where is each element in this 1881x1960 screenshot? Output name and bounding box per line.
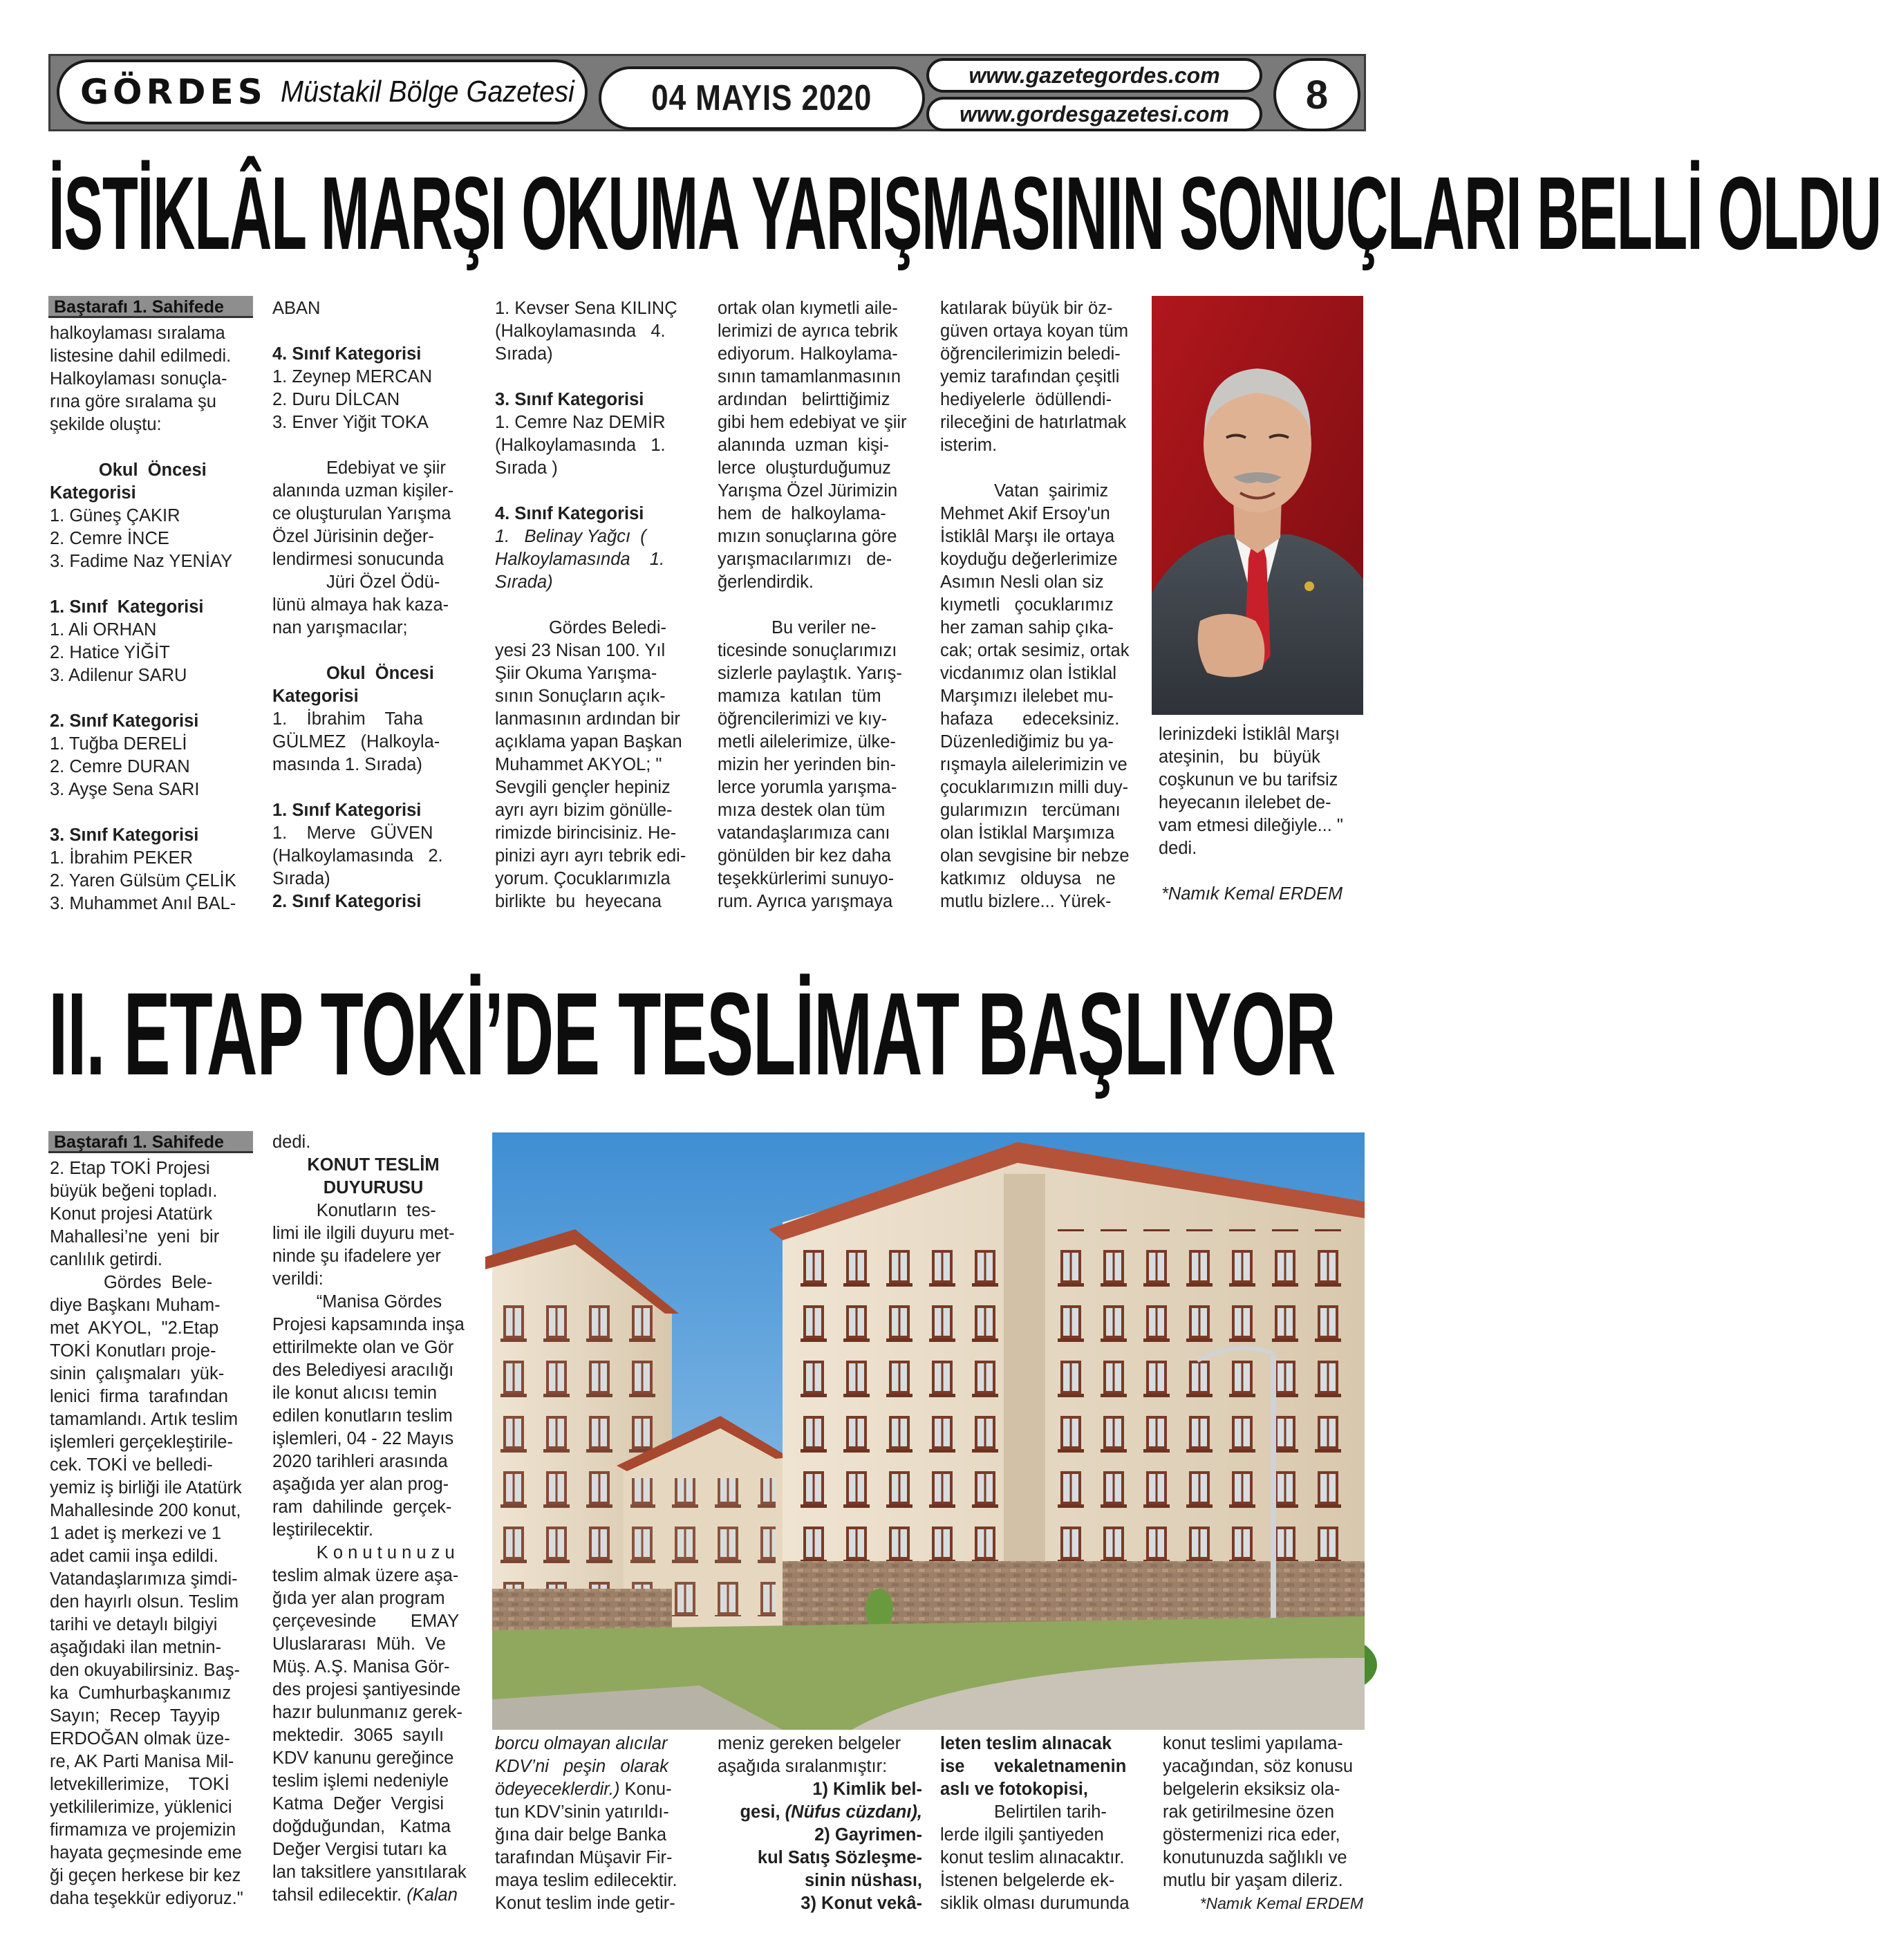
- issue-date: 04 MAYIS 2020: [651, 78, 872, 118]
- winner-list: 1. İbrahim PEKER 2. Yaren Gülsüm ÇELİK 3. Muhammet Anıl BAL-: [50, 848, 236, 913]
- body-text: konut teslimi yapılama- yacağından, söz konusu belgelerin eksiksiz ola- rak getirilmesine özen göstermenizi rica eder, konutunuzda sağlıklı ve mutlu bir yaşam dileriz.: [1163, 1734, 1354, 1890]
- category-heading: 2. Sınıf Kategorisi: [50, 711, 199, 731]
- body-text: ABAN: [272, 299, 321, 318]
- body-text: Belirtilen tarih- lerde ilgili şantiyeden konut teslim alınacaktır. İstenen belgelerde ek- siklik olması durumunda: [940, 1802, 1130, 1913]
- website-link-2[interactable]: www.gordesgazetesi.com: [959, 101, 1230, 127]
- winner-list: 1. Merve GÜVEN (Halkoylamasında 2. Sırada): [272, 823, 443, 888]
- winner-list: 1. Belinay Yağcı ( Halkoylamasında 1. Sırada): [495, 527, 665, 592]
- category-heading: 4. Sınıf Kategorisi: [495, 504, 644, 523]
- article1-headline: İSTİKLÂL MARŞI OKUMA YARIŞMASININ SONUÇLARI BELLİ OLDU: [48, 155, 1881, 271]
- category-heading: 4. Sınıf Kategorisi: [272, 344, 422, 364]
- document-item-1: [718, 1778, 922, 1824]
- toki-buildings-photo: [492, 1132, 1365, 1730]
- body-text: Gördes Beledi- yesi 23 Nisan 100. Yıl Şiir Okuma Yarışma- sının Sonuçların açık- lanmasının ardından bir açıklama yapan Başkan Muhammet AKYOL; " Sevgili gençler hepiniz ayrı ayrı bizim gönülle- rimizde birincisiniz. He- pinizi ayrı ayrı tebrik edi- yorum. Çocuklarımızla birlikte bu heyecana: [495, 618, 686, 911]
- brand-pill: [57, 59, 588, 124]
- article1-kicker: Baştarafı 1. Sahifede: [48, 296, 253, 318]
- date-pill: [599, 66, 925, 130]
- article1-column-4: ortak olan kıymetli aile- lerimizi de ayrıca tebrik ediyorum. Halkoylama- sının tamamlanmasının ardından belirttiğimiz gibi hem edebiyat ve şiir alanında uzman kişi- lerce oluşturduğumuz Yarışma Özel Jürimizin hem de halkoylama- mızın sonuçlarına göre yarışmacılarımızı de- ğerlendirdik. Bu veriler ne- ticesinde sonuçlarımızı sizlerle paylaştık. Yarış- mamıza katılan tüm öğrencilerimizi ve kıy- metli ailelerimize, ülke- mizin her yerinden bin- lerce yorumla yarışma- mıza destek olan tüm vatandaşlarımıza canı gönülden bir kez daha teşekkürlerimi sunuyo- rum. Ayrıca yarışmaya: [718, 299, 907, 911]
- newspaper-name: GÖRDES: [80, 72, 267, 112]
- portrait-illustration: [1152, 296, 1363, 715]
- winner-list: 1. Ali ORHAN 2. Hatice YİĞİT 3. Adilenur SARU: [50, 620, 187, 685]
- article2-headline: II. ETAP TOKİ’DE TESLİMAT BAŞLIYOR: [48, 969, 1336, 1100]
- winner-list: 1. Cemre Naz DEMİR (Halkoylamasında 1. Sırada ): [495, 413, 666, 478]
- website-pill-2[interactable]: [926, 97, 1262, 131]
- article1-column-1: [50, 322, 257, 915]
- article1-column-6: [1159, 723, 1363, 906]
- body-text: borcu olmayan alıcılar KDV’ni peşin olarak ödeyeceklerdir.): [495, 1734, 668, 1799]
- winner-list: 1. Güneş ÇAKIR 2. Cemre İNCE 3. Fadime Naz YENİAY: [50, 506, 233, 571]
- item-note: (Nüfus cüzdanı),: [780, 1802, 922, 1822]
- page-number: 8: [1305, 72, 1329, 118]
- website-link-1[interactable]: www.gazetegordes.com: [968, 62, 1220, 88]
- category-heading: Okul Öncesi Kategorisi: [272, 664, 434, 706]
- article2-column-5: [940, 1733, 1145, 1915]
- body-text: meniz gereken belgeler aşağıda sıralanmıştır:: [718, 1734, 901, 1776]
- winner-list: 1. Kevser Sena KILINÇ (Halkoylamasında 4. Sırada): [495, 299, 677, 364]
- body-text: Edebiyat ve şiir alanında uzman kişiler- ce oluşturulan Yarışma Özel Jürisinin değer- lendirmesi sonucunda Jüri Özel Ödü- lünü almaya hak kaza- nan yarışmacılar;: [272, 458, 454, 637]
- article2-kicker: Baştarafı 1. Sahifede: [48, 1131, 253, 1153]
- article1-column-5: katılarak büyük bir öz- güven ortaya koyan tüm öğrencilerimizin beledi- yemiz tarafından çeşitli hediyelerle ödüllendi- rileceğini de hatırlatmak isterim. Vatan şairimiz Mehmet Akif Ersoy'un İstiklâl Marşı ile ortaya koyduğu değerlerimize Asımın Nesli olan siz kıymetli çocuklarımız her zaman sahip çıka- cak; ortak sesimiz, ortak vicdanımız olan İstiklal Marşımızı ilelebet mu- hafaza edeceksiniz. Düzenlediğimiz bu ya- rışmayla ailelerimizin ve çocuklarımızın milli duy- gularımızın tercümanı olan İstiklal Marşımıza olan sevgisine bir nebze katkımız olduysa ne mutlu bizlere... Yürek-: [940, 299, 1130, 911]
- announcement-heading: KONUT TESLİM DUYURUSU: [307, 1155, 440, 1197]
- article2-column-4: [718, 1733, 922, 1915]
- mayor-portrait-photo: [1152, 296, 1363, 715]
- body-text: (Kalan: [406, 1885, 458, 1905]
- winner-list: 1. İbrahim Taha GÜLMEZ (Halkoyla- masında 1. Sırada): [272, 709, 440, 774]
- winner-list: 1. Tuğba DERELİ 2. Cemre DURAN 3. Ayşe Sena SARI: [50, 734, 200, 799]
- buildings-illustration: [492, 1132, 1365, 1730]
- category-heading: 1. Sınıf Kategorisi: [272, 801, 422, 820]
- article1-column-2: [272, 297, 477, 913]
- article2-column-3: [495, 1733, 700, 1915]
- article1-signature: *Namık Kemal ERDEM: [1161, 884, 1343, 904]
- article2-column-2: [272, 1131, 474, 1907]
- newspaper-subtitle: Müstakil Bölge Gazetesi: [280, 75, 574, 109]
- article2-signature: *Namık Kemal ERDEM: [1199, 1894, 1363, 1912]
- category-heading: 3. Sınıf Kategorisi: [50, 825, 199, 845]
- article2-column-1: 2. Etap TOKİ Projesi büyük beğeni topladı. Konut projesi Atatürk Mahallesi’ne yeni bir canlılık getirdi. Gördes Bele- diye Başkanı Muham- met AKYOL, "2.Etap TOKİ Konutları proje- sinin çalışmaları yük- lenici firma tarafından tamamlandı. Artık teslim işlemleri gerçekleştirile- cek. TOKİ ve belledi- yemiz iş birliği ile Atatürk Mahallesinde 200 konut, 1 adet iş merkezi ve 1 adet camii inşa edildi. Vatandaşlarımıza şimdi- den hayırlı olsun. Teslim tarihi ve detaylı bilgiyi aşağıdaki ilan metnin- den okuyabilirsiniz. Baş- ka Cumhurbaşkanımız Sayın; Recep Tayyip ERDOĞAN olmak üze- re, AK Parti Manisa Mil- letvekillerimize, TOKİ yetkililerimize, yüklenici firmamıza ve projemizin hayata geçmesinde eme ği geçen herkese bir kez daha teşekkür ediyoruz.": [50, 1159, 243, 1908]
- article1-column-3: [495, 297, 700, 913]
- document-item-3: 3) Konut vekâ-: [801, 1894, 922, 1913]
- body-text: halkoylaması sıralama listesine dahil edilmedi. Halkoylaması sonuçla- rına göre sıralama şu şekilde oluştu:: [50, 324, 232, 434]
- item-label: 1) Kimlik bel- gesi,: [740, 1780, 922, 1822]
- article2-column-6: [1163, 1733, 1363, 1915]
- winner-list: 1. Zeynep MERCAN 2. Duru DİLCAN 3. Enver Yiğit TOKA: [272, 367, 432, 432]
- website-pill-1[interactable]: [926, 58, 1262, 93]
- body-text: dedi.: [272, 1132, 311, 1152]
- body-text: Konu- tun KDV’sinin yatırıldı- ğına dair belge Banka tarafından Müşavir Fir- maya teslim edilecektir. Konut teslim inde getir-: [495, 1780, 677, 1913]
- category-heading: 1. Sınıf Kategorisi: [50, 597, 204, 617]
- document-item-3-continued: leten teslim alınacak ise vekaletnamenin aslı ve fotokopisi,: [940, 1734, 1127, 1799]
- category-heading: 2. Sınıf Kategorisi: [272, 892, 422, 911]
- category-heading: 3. Sınıf Kategorisi: [495, 390, 644, 409]
- page-number-pill: [1273, 58, 1360, 131]
- body-text: lerinizdeki İstiklâl Marşı ateşinin, bu büyük coşkunun ve bu tarifsiz heyecanın ilelebet de- vam etmesi dileğiyle... " dedi.: [1159, 725, 1343, 858]
- body-text: Konutların tes- limi ile ilgili duyuru met- ninde şu ifadelere yer verildi: “Manisa Gördes Projesi kapsamında inşa ettirilmekte olan ve Gör des Belediyesi aracılığı ile konut alıcısı temin edilen konutların teslim işlemleri, 04 - 22 Mayıs 2020 tarihleri arasında aşağıda yer alan prog- ram dahilinde gerçek- leştirilecektir. K o n u t u n u z u teslim almak üzere aşa- ğıda yer alan program çerçevesinde EMAY Uluslararası Müh. Ve Müş. A.Ş. Manisa Gör- des projesi şantiyesinde hazır bulunmanız gerek- mektedir. 3065 sayılı KDV kanunu gereğince teslim işlemi nedeniyle Katma Değer Vergisi doğduğundan, Katma Değer Vergisi tutarı ka lan taksitlere yansıtılarak tahsil edilecektir.: [272, 1201, 467, 1905]
- document-item-2: 2) Gayrimen- kul Satış Sözleşme- sinin nüshası,: [757, 1825, 922, 1890]
- category-heading: Okul Öncesi Kategorisi: [50, 460, 207, 503]
